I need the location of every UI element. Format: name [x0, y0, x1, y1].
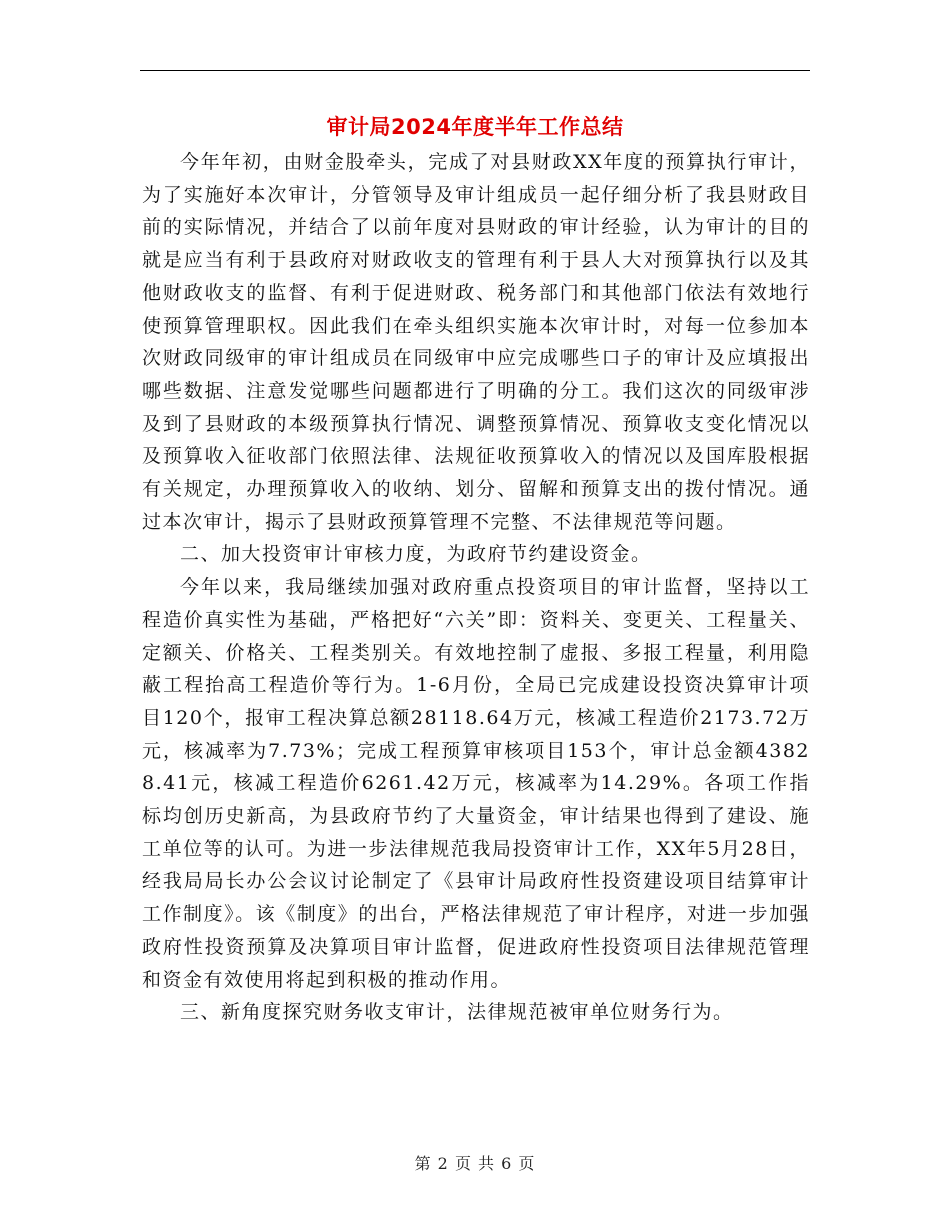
document-body — [142, 146, 810, 1029]
section-heading-financial-audit: 三、新角度探究财务收支审计，法律规范被审单位财务行为。 — [180, 1001, 734, 1024]
document-title: 审计局2024年度半年工作总结 — [326, 115, 624, 139]
section-heading-investment-audit: 二、加大投资审计审核力度，为政府节约建设资金。 — [180, 543, 652, 566]
paragraph-budget-audit: 今年年初，由财金股牵头，完成了对县财政XX年度的预算执行审计，为了实施好本次审计，分管领导及审计组成员一起仔细分析了我县财政目前的实际情况，并结合了以前年度对县财政的审计经验，认为审计的目的就是应当有利于县政府对财政收支的管理有利于县人大对预算执行以及其他财政收支的监督、有利于促进财政、税务部门和其他部门依法有效地行使预算管理职权。因此我们在牵头组织实施本次审计时，对每一位参加本次财政同级审的审计组成员在同级审中应完成哪些口子的审计及应填报出哪些数据、注意发觉哪些问题都进行了明确的分工。我们这次的同级审涉及到了县财政的本级预算执行情况、调整预算情况、预算收支变化情况以及预算收入征收部门依照法律、法规征收预算收入的情况以及国库股根据有关规定，办理预算收入的收纳、划分、留解和预算支出的拨付情况。通过本次审计，揭示了县财政预算管理不完整、不法律规范等问题。 — [142, 151, 810, 533]
page-footer — [0, 1152, 950, 1176]
header-rule — [140, 70, 810, 71]
paragraph-investment-audit: 今年以来，我局继续加强对政府重点投资项目的审计监督，坚持以工程造价真实性为基础，严格把好“六关”即：资料关、变更关、工程量关、定额关、价格关、工程类别关。有效地控制了虚报、多报工程量，利用隐蔽工程抬高工程造价等行为。1-6月份，全局已完成建设投资决算审计项目120个，报审工程决算总额28118.64万元，核减工程造价2173.72万元，核减率为7.73%；完成工程预算审核项目153个，审计总金额43828.41元，核减工程造价6261.42万元，核减率为14.29%。各项工作指标均创历史新高，为县政府节约了大量资金，审计结果也得到了建设、施工单位等的认可。为进一步法律规范我局投资审计工作，XX年5月28日，经我局局长办公会议讨论制定了《县审计局政府性投资建设项目结算审计工作制度》。该《制度》的出台，严格法律规范了审计程序，对进一步加强政府性投资预算及决算项目审计监督，促进政府性投资项目法律规范管理和资金有效使用将起到积极的推动作用。 — [142, 576, 810, 991]
page-number: 第 2 页 共 6 页 — [414, 1154, 536, 1173]
